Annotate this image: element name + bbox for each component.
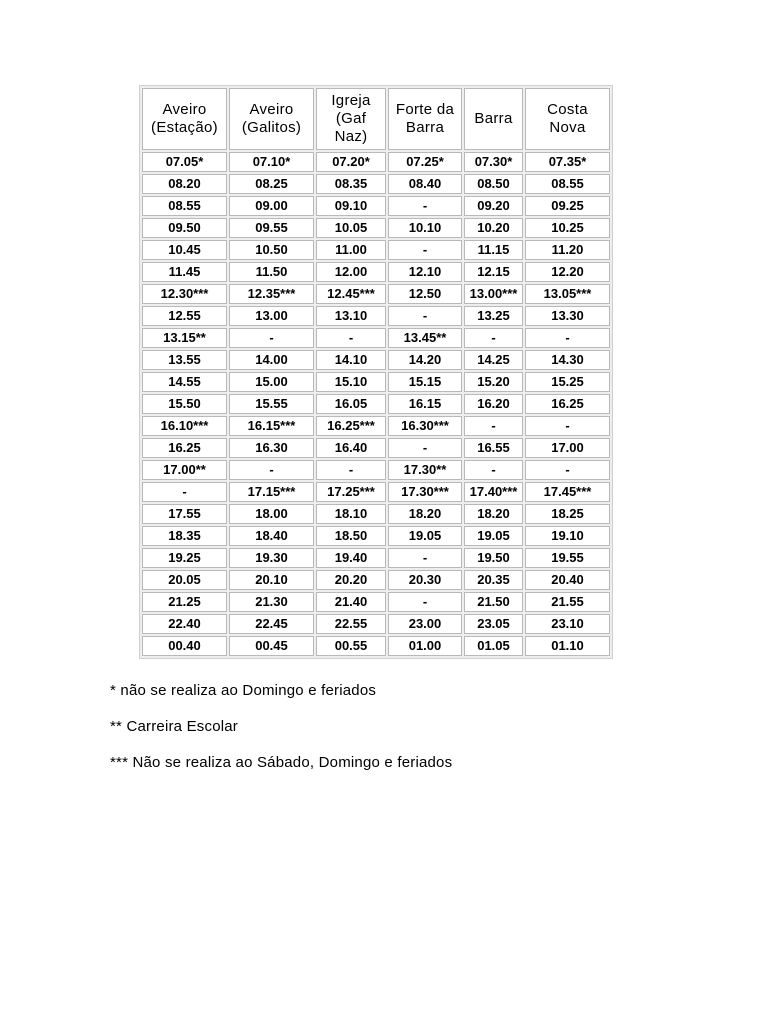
time-cell: 13.00 [229,306,314,326]
table-row [142,284,610,304]
table-row [142,438,610,458]
column-header-line: Barra [474,110,513,127]
table-row [142,328,610,348]
time-cell: 17.40*** [464,482,523,502]
time-cell: 08.25 [229,174,314,194]
time-cell: 11.00 [316,240,386,260]
time-cell: 16.30 [229,438,314,458]
time-cell: 00.40 [142,636,227,656]
time-cell: - [525,328,610,348]
time-cell: 07.25* [388,152,462,172]
time-cell: - [142,482,227,502]
time-cell: 19.05 [388,526,462,546]
footnote-double-asterisk: ** Carreira Escolar [110,718,239,735]
table-row [142,482,610,502]
time-cell: 15.20 [464,372,523,392]
time-cell: 07.05* [142,152,227,172]
time-cell: 20.40 [525,570,610,590]
time-cell: 20.35 [464,570,523,590]
time-cell: 07.30* [464,152,523,172]
column-header-line: Aveiro [162,101,207,118]
column-header-line: Naz) [334,128,368,145]
time-cell: 18.35 [142,526,227,546]
time-cell: 15.15 [388,372,462,392]
table-row [142,548,610,568]
time-cell: 13.45** [388,328,462,348]
time-cell: 19.05 [464,526,523,546]
time-cell: 23.10 [525,614,610,634]
time-cell: 13.15** [142,328,227,348]
table-row [142,218,610,238]
time-cell: - [525,416,610,436]
column-header-line: (Galitos) [241,119,302,136]
time-cell: - [464,416,523,436]
time-cell: 12.55 [142,306,227,326]
time-cell: - [388,240,462,260]
time-cell: 12.15 [464,262,523,282]
time-cell: 09.55 [229,218,314,238]
time-cell: 22.55 [316,614,386,634]
column-header-line: Aveiro [249,101,294,118]
time-cell: 18.20 [464,504,523,524]
time-cell: 21.50 [464,592,523,612]
time-cell: 23.05 [464,614,523,634]
time-cell: - [388,592,462,612]
time-cell: 19.40 [316,548,386,568]
table-row [142,306,610,326]
time-cell: 07.10* [229,152,314,172]
table-row [142,240,610,260]
time-cell: 07.35* [525,152,610,172]
footnote-single-asterisk: * não se realiza ao Domingo e feriados [110,682,377,699]
time-cell: 10.20 [464,218,523,238]
time-cell: 13.00*** [464,284,523,304]
time-cell: 08.20 [142,174,227,194]
header-row [142,88,610,150]
table-row [142,152,610,172]
time-cell: 19.50 [464,548,523,568]
time-cell: 17.45*** [525,482,610,502]
time-cell: 16.10*** [142,416,227,436]
table-row [142,526,610,546]
table-row [142,636,610,656]
time-cell: 17.55 [142,504,227,524]
table-row [142,504,610,524]
schedule-body [142,152,610,656]
time-cell: 08.40 [388,174,462,194]
time-cell: 18.25 [525,504,610,524]
footnotes [110,682,452,790]
table-row [142,196,610,216]
time-cell: - [229,460,314,480]
time-cell: 08.35 [316,174,386,194]
time-cell: 19.10 [525,526,610,546]
time-cell: 12.50 [388,284,462,304]
time-cell: 08.55 [525,174,610,194]
time-cell: 09.00 [229,196,314,216]
time-cell: 23.00 [388,614,462,634]
table-row [142,592,610,612]
time-cell: 16.15 [388,394,462,414]
time-cell: 01.05 [464,636,523,656]
time-cell: 00.55 [316,636,386,656]
table-row [142,372,610,392]
time-cell: 18.00 [229,504,314,524]
time-cell: 19.25 [142,548,227,568]
column-header [316,88,386,150]
time-cell: 08.50 [464,174,523,194]
time-cell: 12.45*** [316,284,386,304]
column-header-line: Costa [547,101,588,118]
time-cell: 22.45 [229,614,314,634]
table-row [142,570,610,590]
time-cell: 16.25*** [316,416,386,436]
time-cell: - [316,328,386,348]
time-cell: 11.45 [142,262,227,282]
column-header-line: Forte da [395,101,455,118]
time-cell: 17.30*** [388,482,462,502]
column-header [142,88,227,150]
time-cell: 21.25 [142,592,227,612]
time-cell: 11.50 [229,262,314,282]
table-row [142,416,610,436]
time-cell: 20.10 [229,570,314,590]
time-cell: - [388,548,462,568]
time-cell: 20.20 [316,570,386,590]
time-cell: 17.15*** [229,482,314,502]
time-cell: 12.30*** [142,284,227,304]
time-cell: 00.45 [229,636,314,656]
time-cell: - [525,460,610,480]
time-cell: 09.20 [464,196,523,216]
time-cell: 18.40 [229,526,314,546]
table-row [142,614,610,634]
time-cell: 16.55 [464,438,523,458]
time-cell: 17.00 [525,438,610,458]
column-header-line: Nova [549,119,586,136]
time-cell: 11.20 [525,240,610,260]
time-cell: 07.20* [316,152,386,172]
time-cell: 01.00 [388,636,462,656]
time-cell: 16.25 [525,394,610,414]
time-cell: 13.55 [142,350,227,370]
column-header [464,88,523,150]
time-cell: 10.25 [525,218,610,238]
column-header-line: Barra [405,119,445,136]
table-row [142,394,610,414]
time-cell: - [388,196,462,216]
time-cell: 21.55 [525,592,610,612]
time-cell: 09.25 [525,196,610,216]
time-cell: - [316,460,386,480]
time-cell: 10.45 [142,240,227,260]
time-cell: - [464,460,523,480]
time-cell: 16.15*** [229,416,314,436]
time-cell: 14.30 [525,350,610,370]
time-cell: 19.30 [229,548,314,568]
time-cell: 16.20 [464,394,523,414]
time-cell: 18.50 [316,526,386,546]
table-row [142,460,610,480]
table-row [142,174,610,194]
time-cell: 12.20 [525,262,610,282]
footnote-triple-asterisk: *** Não se realiza ao Sábado, Domingo e feriados [110,754,453,771]
time-cell: 16.40 [316,438,386,458]
time-cell: 15.55 [229,394,314,414]
time-cell: 13.05*** [525,284,610,304]
time-cell: - [388,438,462,458]
column-header-line: (Gaf [335,110,367,127]
time-cell: 16.25 [142,438,227,458]
time-cell: 09.10 [316,196,386,216]
column-header [229,88,314,150]
time-cell: 20.05 [142,570,227,590]
time-cell: 17.25*** [316,482,386,502]
time-cell: 01.10 [525,636,610,656]
time-cell: 08.55 [142,196,227,216]
column-header-line: (Estação) [151,119,218,136]
time-cell: 10.05 [316,218,386,238]
time-cell: 15.00 [229,372,314,392]
time-cell: - [388,306,462,326]
time-cell: 16.05 [316,394,386,414]
time-cell: 18.10 [316,504,386,524]
time-cell: 17.00** [142,460,227,480]
time-cell: 13.10 [316,306,386,326]
time-cell: 20.30 [388,570,462,590]
time-cell: 10.50 [229,240,314,260]
time-cell: 12.35*** [229,284,314,304]
time-cell: - [229,328,314,348]
time-cell: 14.55 [142,372,227,392]
column-header [525,88,610,150]
time-cell: 17.30** [388,460,462,480]
time-cell: 15.10 [316,372,386,392]
time-cell: 19.55 [525,548,610,568]
time-cell: 18.20 [388,504,462,524]
time-cell: 14.25 [464,350,523,370]
time-cell: 22.40 [142,614,227,634]
time-cell: 14.00 [229,350,314,370]
time-cell: 14.10 [316,350,386,370]
time-cell: 13.30 [525,306,610,326]
time-cell: 15.50 [142,394,227,414]
time-cell: 09.50 [142,218,227,238]
column-header-line: Igreja [331,92,371,109]
bus-schedule-table [139,85,613,659]
time-cell: - [464,328,523,348]
time-cell: 21.40 [316,592,386,612]
time-cell: 15.25 [525,372,610,392]
time-cell: 12.00 [316,262,386,282]
time-cell: 16.30*** [388,416,462,436]
table-row [142,350,610,370]
time-cell: 11.15 [464,240,523,260]
column-header [388,88,462,150]
time-cell: 21.30 [229,592,314,612]
time-cell: 13.25 [464,306,523,326]
time-cell: 14.20 [388,350,462,370]
time-cell: 12.10 [388,262,462,282]
time-cell: 10.10 [388,218,462,238]
table-row [142,262,610,282]
